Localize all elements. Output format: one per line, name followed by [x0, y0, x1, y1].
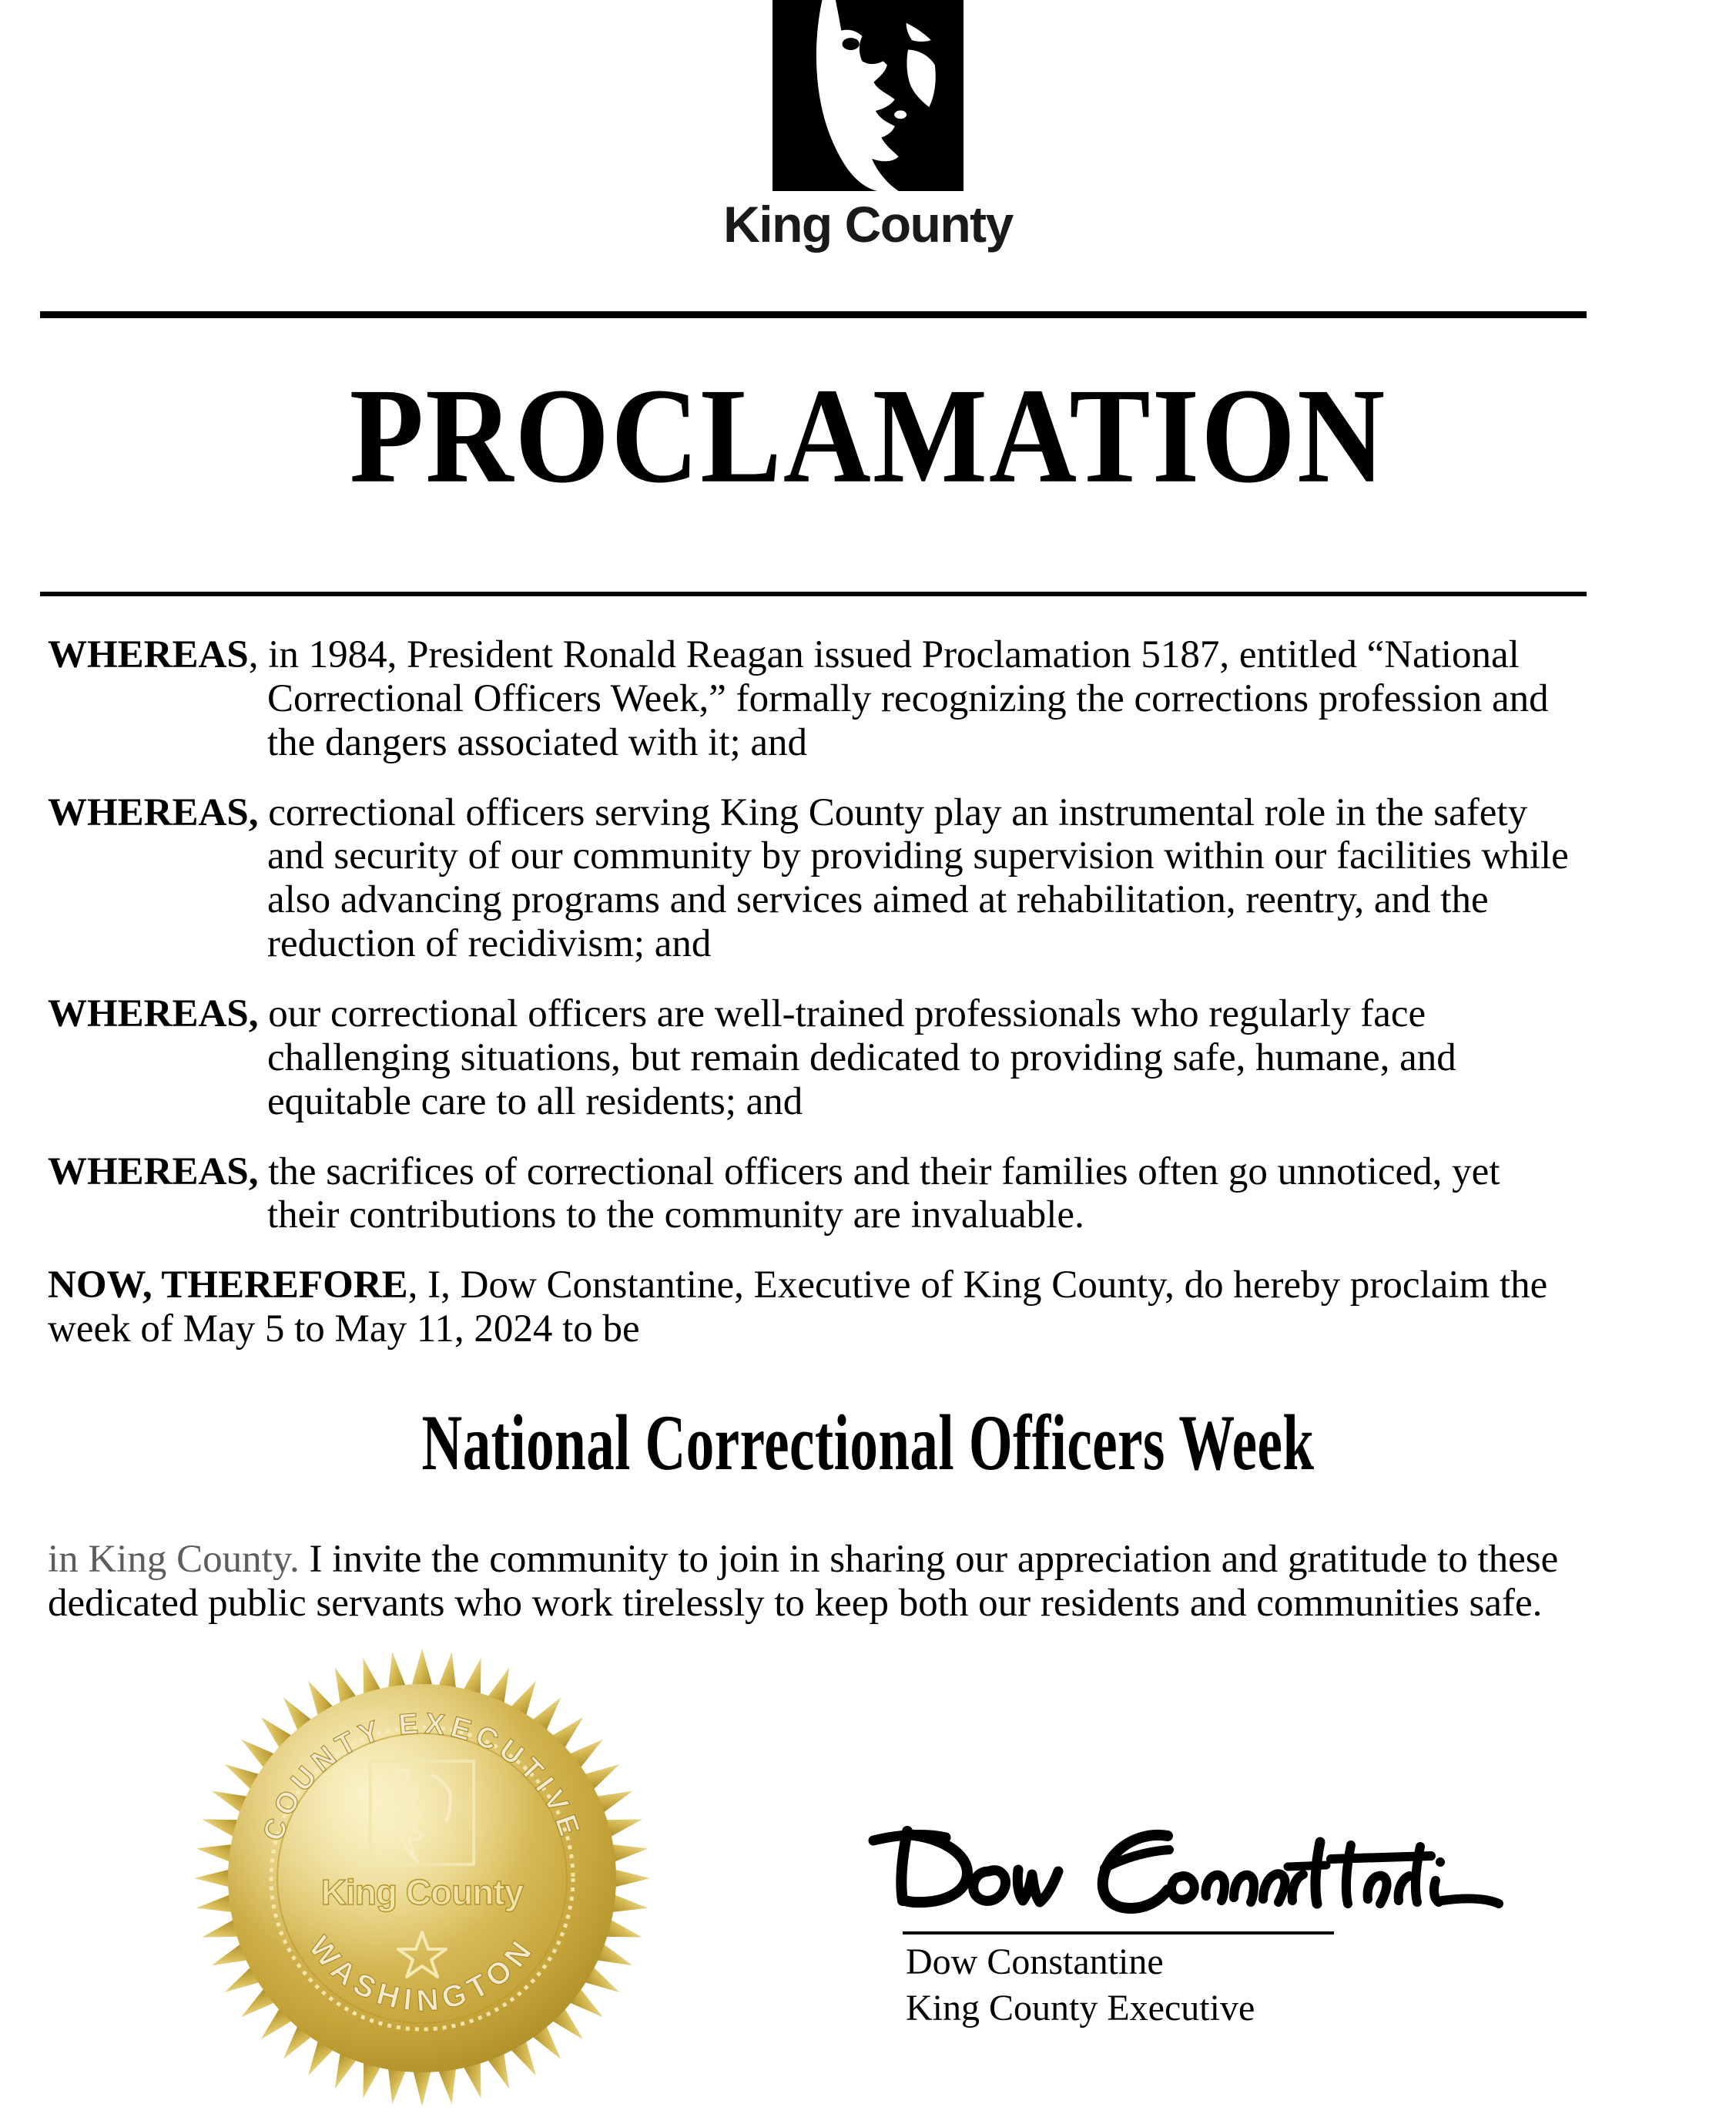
clause-text: correctional officers serving King County play an instrumental role in the safety and security of our community by providing supervision within our facilities while also advancing programs and services aimed at rehabilitation, reentry, and the reduction of recidivism; and [267, 790, 1569, 966]
now-therefore-text: , I, Dow Constantine, Executive of King County, do hereby proclaim the week of May 5 to May 11, 2024 to be [48, 1263, 1548, 1351]
clause-lead: WHEREAS [48, 633, 249, 676]
king-county-logo-icon [772, 0, 964, 191]
clause-text: in 1984, President Ronald Reagan issued Proclamation 5187, entitled “National Correctional Officers Week,” formally recognizing the corrections profession and the dangers associated with it; and [267, 633, 1549, 764]
gold-foil-seal-icon [191, 1647, 653, 2109]
seal-center-wordmark: King County [320, 1872, 524, 1912]
clause-lead-suffix: , [248, 633, 269, 676]
whereas-clause-2 [48, 791, 1569, 966]
seal-arc-bottom-text: WASHINGTON [302, 1930, 542, 2018]
seal-arc-top-text: COUNTY EXECUTIVE [256, 1707, 588, 1845]
signature-block [855, 1814, 1533, 2032]
header-logo-block [0, 0, 1736, 277]
page-title: PROCLAMATION [349, 360, 1387, 512]
clause-text: the sacrifices of correctional officers and their families often go unnoticed, yet their contributions to the community are invaluable. [267, 1149, 1500, 1237]
official-seal [191, 1647, 653, 2109]
proclamation-headline: National Correctional Officers Week [421, 1399, 1315, 1488]
clause-text: our correctional officers are well-trained professionals who regularly face challenging situations, but remain dedicated to providing safe, humane, and equitable care to all residents; and [267, 992, 1456, 1123]
divider-top [40, 311, 1587, 318]
proclamation-body [48, 633, 1569, 1351]
now-therefore-lead: NOW, THEREFORE [48, 1263, 408, 1307]
clause-lead: WHEREAS, [48, 992, 259, 1036]
divider-bottom [40, 592, 1587, 596]
whereas-clause-4 [48, 1150, 1569, 1238]
signatory-title: King County Executive [906, 1988, 1255, 2029]
clause-lead-suffix [258, 992, 268, 1035]
now-therefore-clause [48, 1263, 1569, 1351]
logo-wordmark: King County [723, 196, 1013, 253]
clause-lead-suffix [258, 791, 268, 834]
signature-rule [903, 1931, 1334, 1934]
signature-icon [860, 1814, 1522, 1930]
closing-text: I invite the community to join in sharing our appreciation and gratitude to these dedicated public servants who work tirelessly to keep both our residents and communities safe. [48, 1538, 1559, 1625]
clause-lead: WHEREAS, [48, 790, 259, 834]
whereas-clause-1 [48, 633, 1569, 765]
closing-muted-lead: in King County. [48, 1538, 300, 1581]
signatory-name: Dow Constantine [906, 1941, 1164, 1982]
whereas-clause-3 [48, 992, 1569, 1124]
closing-paragraph [48, 1538, 1569, 1626]
clause-lead-suffix [258, 1150, 268, 1193]
clause-lead: WHEREAS, [48, 1149, 259, 1193]
